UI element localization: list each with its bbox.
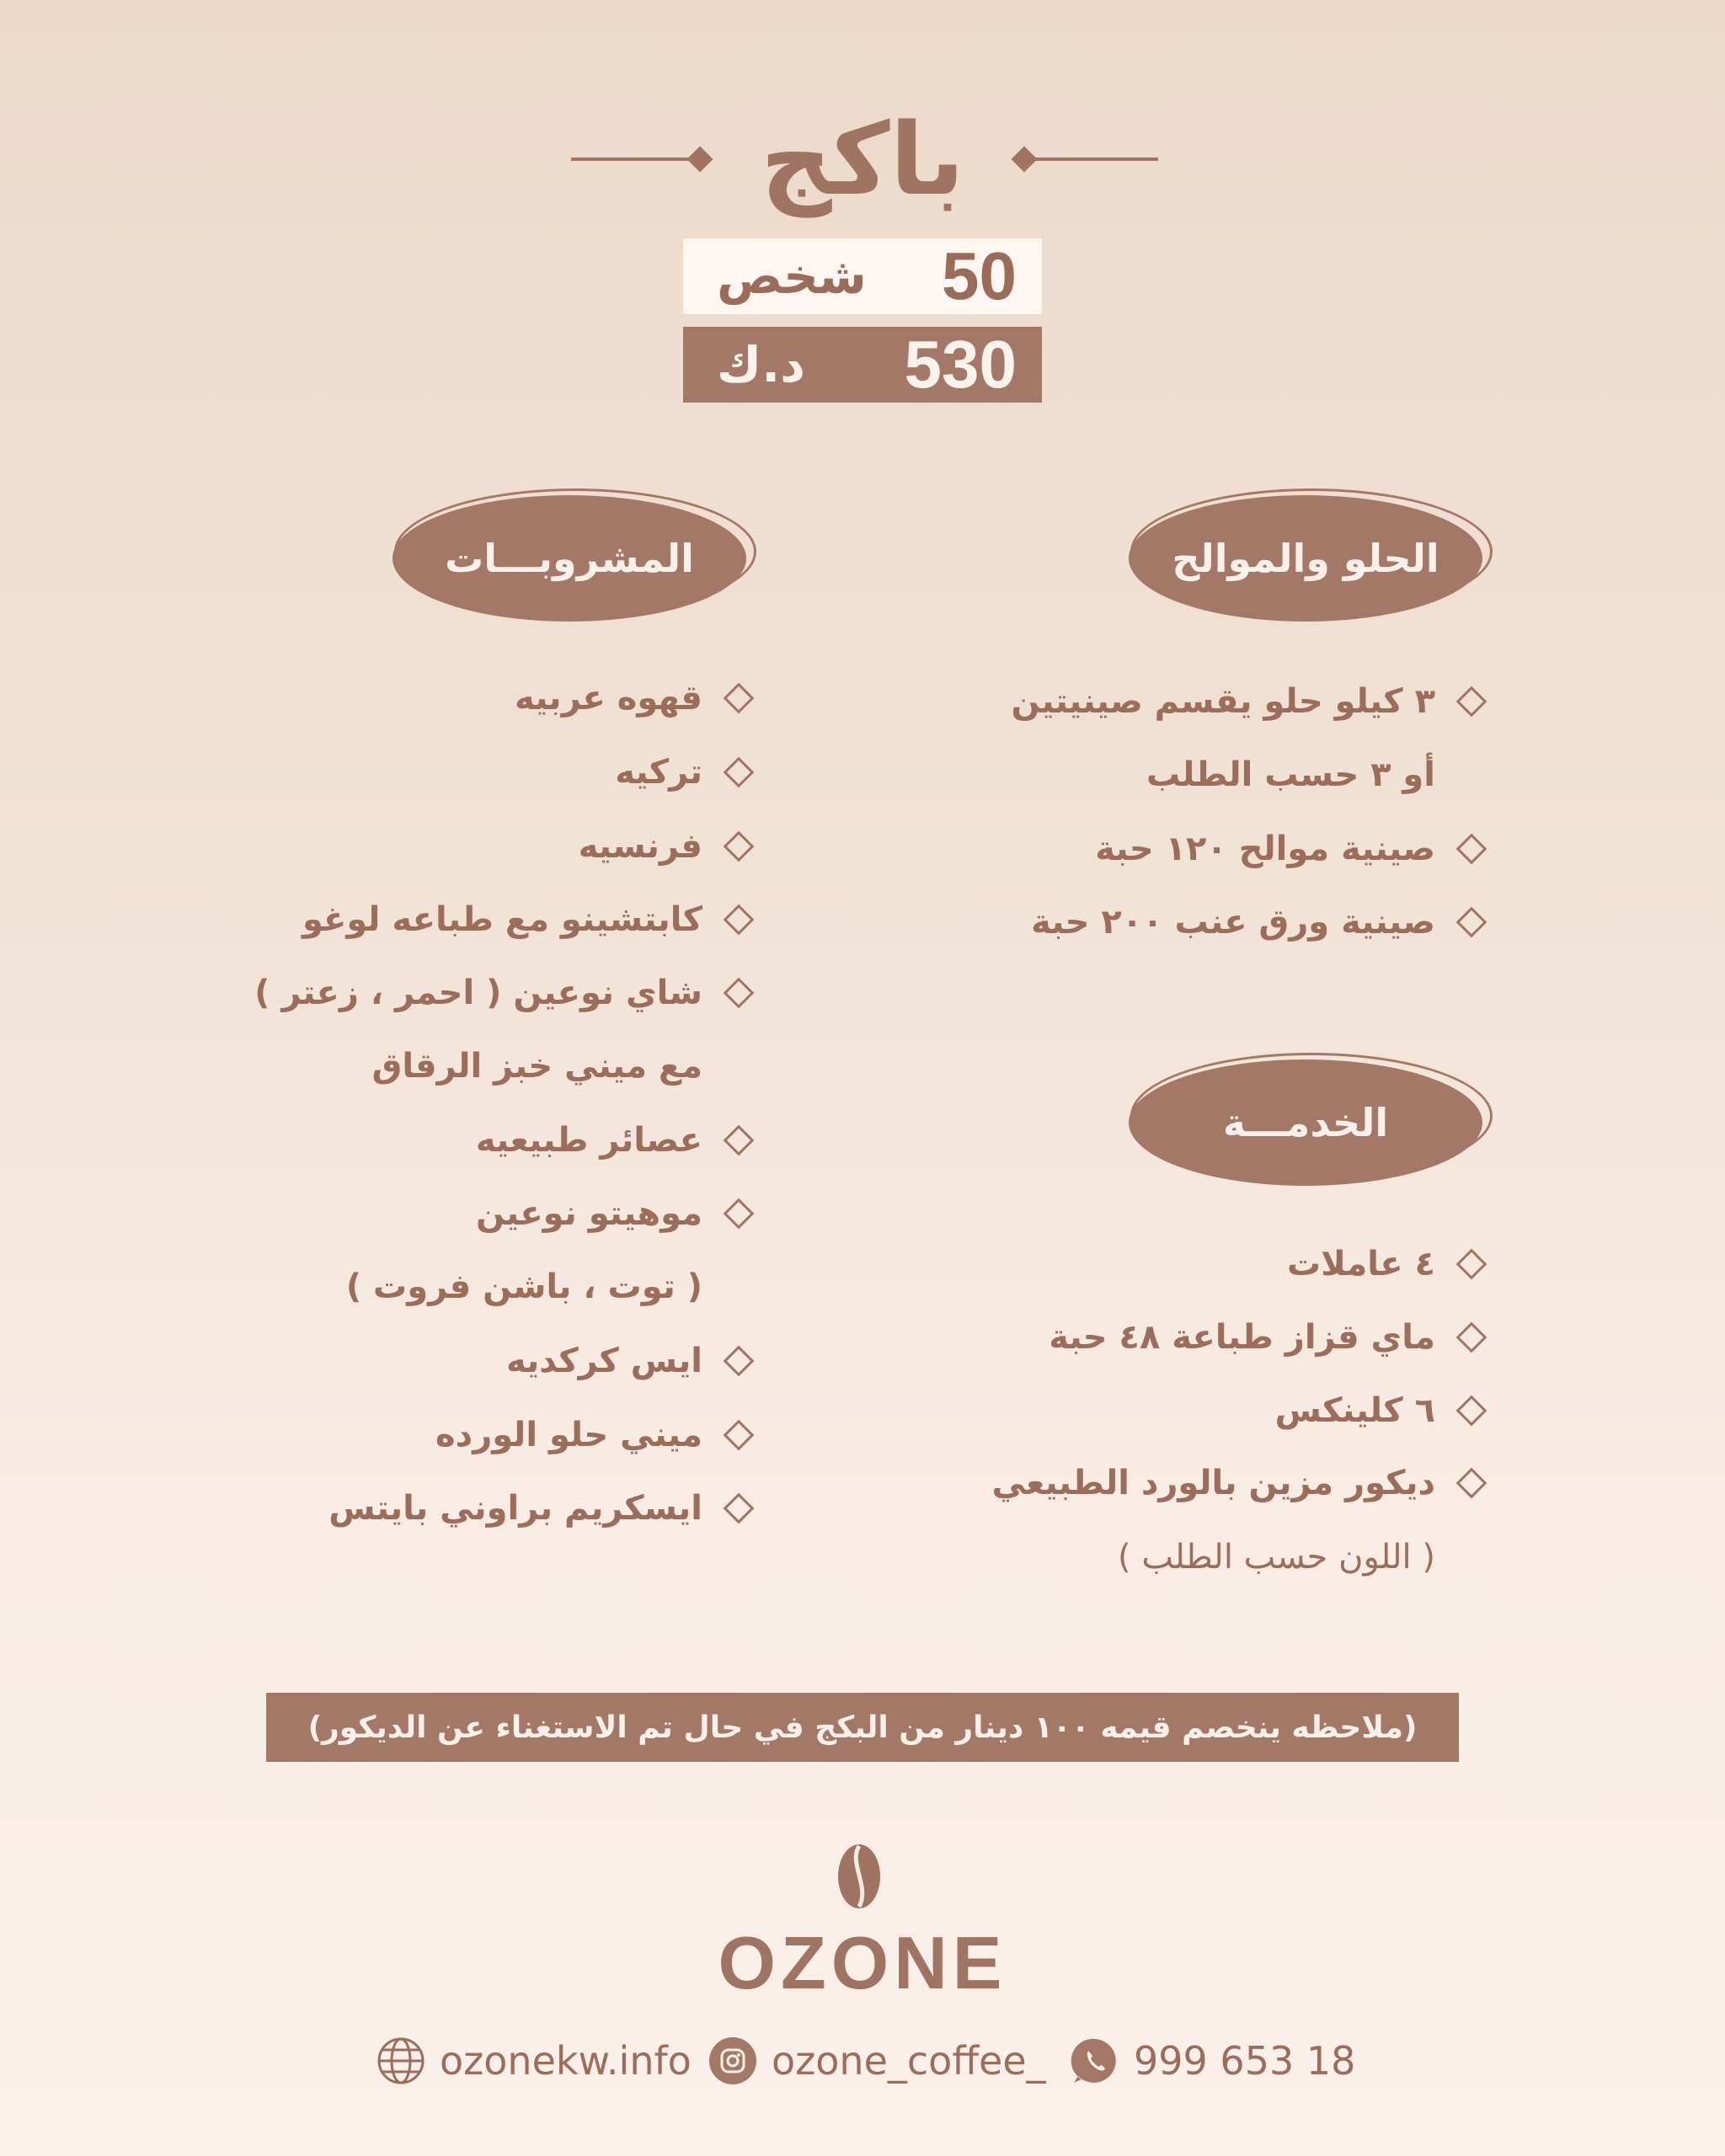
list-item: تركيه [615,753,750,792]
diamond-bullet-icon [724,683,755,714]
price-currency: د.ك [717,336,805,393]
list-item: صينية موالح ١٢٠ حبة [1095,830,1482,868]
phone-text: 999 653 18 [1134,2038,1356,2084]
diamond-bullet-icon [724,978,755,1009]
diamond-bullet-icon [724,1125,755,1156]
sweets-heading: الحلو والموالح [1129,495,1482,622]
diamond-bullet-icon [724,1346,755,1377]
list-item: عصائر طبيعيه [476,1121,750,1160]
list-item: مع ميني خبز الرقاق [371,1047,702,1086]
service-heading: الخدمـــة [1129,1059,1482,1186]
brand-logo: OZONE [718,1921,1007,2004]
list-item: ( اللون حسب الطلب ) [1118,1538,1435,1577]
diamond-bullet-icon [724,757,755,788]
list-item: شاي نوعين ( احمر ، زعتر ) [254,974,750,1012]
diamond-bullet-icon [1456,1249,1487,1280]
price-value: 530 [904,327,1017,402]
list-item: ٦ كلينكس [1275,1391,1482,1430]
instagram-contact[interactable] [708,2031,1046,2090]
service-list [927,0,1482,1600]
diamond-bullet-icon [1456,1396,1487,1427]
list-item: قهوه عربيه [515,679,750,718]
page-title: باكج [760,101,965,217]
diamond-bullet-icon [1456,1322,1487,1353]
list-item: ايسكريم براوني بايتس [328,1489,750,1528]
list-item: فرنسيه [579,827,750,866]
persons-label: شخص [717,248,867,305]
list-item: ٤ عاملات [1287,1245,1482,1283]
instagram-text: ozone_coffee_ [772,2038,1046,2084]
phone-contact[interactable] [1070,2031,1355,2090]
list-item: ( توت ، باشن فروت ) [345,1267,702,1306]
diamond-bullet-icon [724,1493,755,1524]
list-item: ماي قزاز طباعة ٤٨ حبة [1049,1318,1482,1357]
globe-icon [376,2036,426,2086]
discount-note: (ملاحظه ينخصم قيمه ١٠٠ دينار من البكج في حال تم الاستغناء عن الديكور) [266,1693,1459,1762]
drinks-heading: المشروبـــات [393,495,746,622]
list-item: ميني حلو الورده [435,1416,750,1454]
list-item: ٣ كيلو حلو يقسم صينيتين [1011,682,1482,721]
diamond-bullet-icon [724,1420,755,1451]
diamond-bullet-icon [724,1198,755,1230]
whatsapp-icon [1070,2036,1120,2086]
diamond-bullet-icon [724,905,755,936]
list-item: موهيتو نوعين [476,1194,750,1233]
website-contact[interactable] [376,2031,692,2090]
list-item: صينية ورق عنب ٢٠٠ حبة [1031,903,1482,942]
list-item: ديكور مزين بالورد الطبيعي [992,1464,1482,1502]
list-item: أو ٣ حسب الطلب [1146,755,1435,794]
diamond-bullet-icon [1456,1468,1487,1499]
coffee-bean-icon [836,1843,882,1910]
drinks-list [211,0,750,1600]
list-item: كابتشينو مع طباعه لوغو [302,900,750,939]
list-item: ايس كركديه [506,1342,750,1380]
persons-value: 50 [942,238,1017,313]
instagram-icon [708,2036,758,2086]
diamond-bullet-icon [724,831,755,862]
website-text: ozonekw.info [440,2038,692,2084]
